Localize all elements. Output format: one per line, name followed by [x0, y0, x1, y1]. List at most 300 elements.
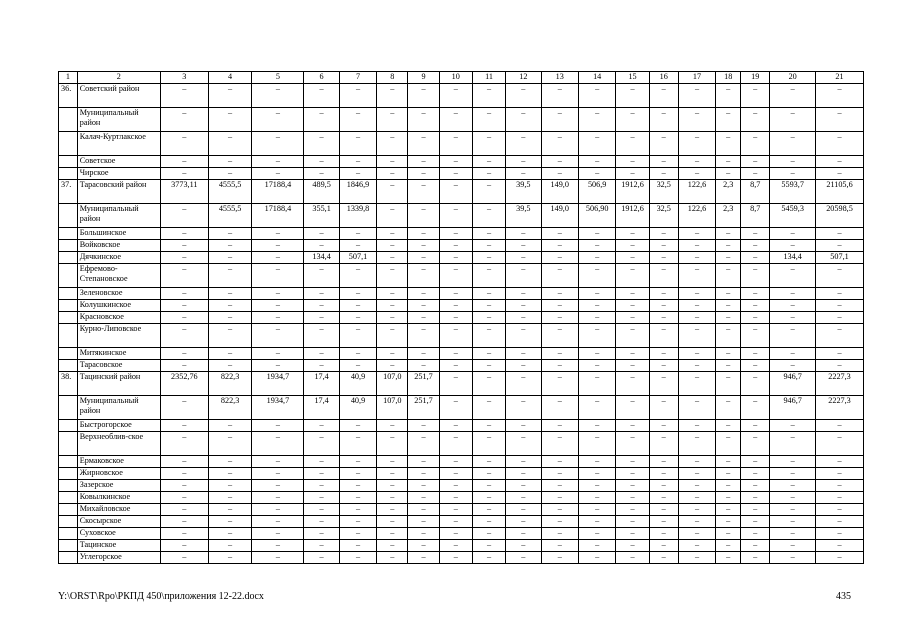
value-cell: –: [649, 312, 678, 324]
value-cell: –: [377, 492, 408, 504]
value-cell: –: [252, 156, 304, 168]
value-cell: –: [770, 360, 816, 372]
value-cell: –: [741, 540, 770, 552]
value-cell: –: [472, 252, 505, 264]
table-row: [59, 132, 864, 156]
value-cell: –: [816, 516, 864, 528]
value-cell: –: [408, 528, 439, 540]
value-cell: 946,7: [770, 372, 816, 396]
table-row: [59, 396, 864, 420]
value-cell: –: [408, 516, 439, 528]
value-cell: –: [377, 432, 408, 456]
value-cell: –: [741, 468, 770, 480]
value-cell: –: [339, 504, 376, 516]
data-table: [58, 71, 864, 564]
value-cell: –: [439, 132, 472, 156]
value-cell: –: [408, 84, 439, 108]
value-cell: –: [208, 360, 252, 372]
value-cell: –: [578, 288, 615, 300]
value-cell: 2,3: [716, 180, 741, 204]
value-cell: –: [408, 228, 439, 240]
value-cell: –: [408, 240, 439, 252]
value-cell: –: [716, 552, 741, 564]
row-name-cell: Ефремово-Степановское: [77, 264, 160, 288]
value-cell: –: [377, 180, 408, 204]
value-cell: –: [304, 540, 339, 552]
table-row: [59, 180, 864, 204]
value-cell: –: [770, 288, 816, 300]
value-cell: –: [408, 552, 439, 564]
value-cell: –: [408, 456, 439, 468]
value-cell: –: [472, 156, 505, 168]
value-cell: 251,7: [408, 372, 439, 396]
value-cell: –: [160, 492, 208, 504]
value-cell: 946,7: [770, 396, 816, 420]
row-name-cell: Советское: [77, 156, 160, 168]
value-cell: –: [339, 84, 376, 108]
value-cell: 107,0: [377, 372, 408, 396]
value-cell: –: [506, 168, 541, 180]
value-cell: –: [304, 552, 339, 564]
table-row: [59, 432, 864, 456]
value-cell: –: [741, 396, 770, 420]
value-cell: –: [541, 228, 578, 240]
table-body: [59, 84, 864, 564]
value-cell: –: [208, 432, 252, 456]
value-cell: –: [506, 420, 541, 432]
value-cell: –: [541, 504, 578, 516]
value-cell: –: [649, 156, 678, 168]
value-cell: –: [770, 108, 816, 132]
value-cell: –: [339, 456, 376, 468]
value-cell: –: [304, 432, 339, 456]
row-name-cell: Курно-Липовское: [77, 324, 160, 348]
table-row: [59, 168, 864, 180]
value-cell: –: [472, 228, 505, 240]
value-cell: –: [506, 240, 541, 252]
value-cell: –: [439, 156, 472, 168]
row-name-cell: Углегорское: [77, 552, 160, 564]
value-cell: –: [616, 108, 649, 132]
value-cell: –: [816, 468, 864, 480]
value-cell: –: [304, 456, 339, 468]
value-cell: –: [678, 420, 715, 432]
value-cell: 40,9: [339, 396, 376, 420]
value-cell: –: [649, 168, 678, 180]
row-number-cell: [59, 456, 78, 468]
value-cell: –: [339, 552, 376, 564]
value-cell: –: [160, 432, 208, 456]
row-name-cell: Суховское: [77, 528, 160, 540]
value-cell: –: [541, 420, 578, 432]
value-cell: –: [506, 516, 541, 528]
value-cell: –: [506, 468, 541, 480]
value-cell: 122,6: [678, 180, 715, 204]
value-cell: –: [578, 528, 615, 540]
column-number-cell: 3: [160, 72, 208, 84]
value-cell: –: [541, 528, 578, 540]
value-cell: –: [472, 240, 505, 252]
value-cell: –: [816, 108, 864, 132]
value-cell: 32,5: [649, 204, 678, 228]
value-cell: 5593,7: [770, 180, 816, 204]
table-row: [59, 156, 864, 168]
value-cell: –: [578, 480, 615, 492]
value-cell: –: [439, 432, 472, 456]
value-cell: 20598,5: [816, 204, 864, 228]
value-cell: –: [678, 504, 715, 516]
value-cell: –: [678, 468, 715, 480]
value-cell: –: [408, 468, 439, 480]
value-cell: –: [578, 84, 615, 108]
value-cell: –: [716, 360, 741, 372]
value-cell: –: [741, 312, 770, 324]
value-cell: –: [304, 420, 339, 432]
value-cell: –: [252, 264, 304, 288]
value-cell: –: [541, 396, 578, 420]
value-cell: –: [304, 348, 339, 360]
value-cell: –: [160, 504, 208, 516]
value-cell: –: [716, 396, 741, 420]
value-cell: –: [439, 312, 472, 324]
value-cell: 1339,8: [339, 204, 376, 228]
value-cell: –: [339, 168, 376, 180]
value-cell: –: [472, 168, 505, 180]
value-cell: –: [439, 288, 472, 300]
value-cell: –: [770, 420, 816, 432]
value-cell: –: [304, 84, 339, 108]
value-cell: 1934,7: [252, 372, 304, 396]
value-cell: –: [816, 84, 864, 108]
value-cell: –: [377, 480, 408, 492]
table-row: [59, 492, 864, 504]
value-cell: –: [160, 324, 208, 348]
row-number-cell: [59, 420, 78, 432]
value-cell: –: [770, 480, 816, 492]
value-cell: –: [439, 108, 472, 132]
row-number-cell: [59, 156, 78, 168]
column-number-cell: 11: [472, 72, 505, 84]
value-cell: –: [304, 324, 339, 348]
value-cell: –: [472, 540, 505, 552]
row-number-cell: [59, 504, 78, 516]
value-cell: –: [678, 108, 715, 132]
row-number-cell: [59, 108, 78, 132]
value-cell: –: [160, 552, 208, 564]
value-cell: –: [304, 264, 339, 288]
value-cell: –: [439, 252, 472, 264]
value-cell: –: [506, 324, 541, 348]
value-cell: –: [741, 300, 770, 312]
value-cell: –: [208, 252, 252, 264]
column-number-cell: 12: [506, 72, 541, 84]
value-cell: 506,9: [578, 180, 615, 204]
value-cell: –: [716, 432, 741, 456]
value-cell: –: [252, 240, 304, 252]
value-cell: –: [578, 504, 615, 516]
value-cell: –: [741, 360, 770, 372]
value-cell: –: [472, 180, 505, 204]
value-cell: –: [741, 552, 770, 564]
value-cell: –: [741, 528, 770, 540]
value-cell: –: [678, 492, 715, 504]
table-row: [59, 324, 864, 348]
value-cell: –: [816, 312, 864, 324]
row-name-cell: Муниципальный район: [77, 108, 160, 132]
value-cell: –: [439, 84, 472, 108]
value-cell: –: [252, 228, 304, 240]
value-cell: –: [616, 540, 649, 552]
value-cell: –: [160, 240, 208, 252]
value-cell: –: [377, 84, 408, 108]
value-cell: –: [816, 264, 864, 288]
value-cell: –: [252, 132, 304, 156]
value-cell: –: [678, 528, 715, 540]
column-number-cell: 21: [816, 72, 864, 84]
value-cell: –: [541, 360, 578, 372]
value-cell: –: [816, 528, 864, 540]
value-cell: –: [741, 420, 770, 432]
value-cell: –: [770, 156, 816, 168]
value-cell: –: [472, 528, 505, 540]
value-cell: 1912,6: [616, 180, 649, 204]
value-cell: –: [439, 396, 472, 420]
value-cell: –: [616, 528, 649, 540]
value-cell: –: [439, 360, 472, 372]
row-number-cell: [59, 264, 78, 288]
table-row: [59, 240, 864, 252]
value-cell: –: [160, 168, 208, 180]
row-name-cell: Красновское: [77, 312, 160, 324]
value-cell: –: [616, 84, 649, 108]
value-cell: –: [472, 348, 505, 360]
value-cell: –: [304, 132, 339, 156]
value-cell: –: [578, 396, 615, 420]
value-cell: –: [160, 156, 208, 168]
value-cell: –: [472, 504, 505, 516]
value-cell: –: [472, 84, 505, 108]
value-cell: –: [770, 432, 816, 456]
value-cell: –: [678, 156, 715, 168]
value-cell: –: [541, 348, 578, 360]
value-cell: –: [816, 324, 864, 348]
value-cell: –: [208, 168, 252, 180]
value-cell: –: [578, 132, 615, 156]
value-cell: –: [472, 288, 505, 300]
value-cell: –: [578, 240, 615, 252]
value-cell: –: [439, 420, 472, 432]
value-cell: –: [578, 324, 615, 348]
value-cell: 32,5: [649, 180, 678, 204]
value-cell: –: [770, 300, 816, 312]
value-cell: –: [208, 84, 252, 108]
value-cell: –: [377, 108, 408, 132]
column-number-cell: 10: [439, 72, 472, 84]
value-cell: –: [541, 372, 578, 396]
value-cell: 507,1: [339, 252, 376, 264]
value-cell: –: [377, 168, 408, 180]
value-cell: –: [377, 348, 408, 360]
value-cell: 2,3: [716, 204, 741, 228]
value-cell: –: [578, 300, 615, 312]
value-cell: –: [649, 492, 678, 504]
value-cell: –: [616, 132, 649, 156]
value-cell: –: [472, 420, 505, 432]
value-cell: –: [304, 300, 339, 312]
table-row: [59, 504, 864, 516]
value-cell: –: [541, 108, 578, 132]
row-number-cell: [59, 300, 78, 312]
row-name-cell: Большинское: [77, 228, 160, 240]
value-cell: –: [339, 264, 376, 288]
value-cell: –: [541, 252, 578, 264]
value-cell: 506,90: [578, 204, 615, 228]
value-cell: 1934,7: [252, 396, 304, 420]
value-cell: –: [439, 456, 472, 468]
value-cell: –: [770, 456, 816, 468]
value-cell: –: [377, 420, 408, 432]
value-cell: –: [408, 288, 439, 300]
row-number-cell: [59, 168, 78, 180]
value-cell: 251,7: [408, 396, 439, 420]
value-cell: –: [541, 132, 578, 156]
value-cell: –: [439, 516, 472, 528]
value-cell: –: [616, 240, 649, 252]
value-cell: 149,0: [541, 204, 578, 228]
value-cell: –: [339, 312, 376, 324]
column-number-cell: 14: [578, 72, 615, 84]
value-cell: –: [377, 300, 408, 312]
value-cell: –: [506, 504, 541, 516]
value-cell: –: [304, 492, 339, 504]
value-cell: –: [541, 492, 578, 504]
value-cell: –: [770, 312, 816, 324]
column-number-cell: 19: [741, 72, 770, 84]
value-cell: –: [377, 360, 408, 372]
value-cell: –: [439, 540, 472, 552]
value-cell: –: [816, 156, 864, 168]
value-cell: –: [252, 300, 304, 312]
value-cell: 507,1: [816, 252, 864, 264]
value-cell: –: [160, 288, 208, 300]
value-cell: –: [160, 228, 208, 240]
value-cell: –: [252, 288, 304, 300]
value-cell: –: [541, 240, 578, 252]
value-cell: –: [408, 204, 439, 228]
value-cell: –: [649, 288, 678, 300]
value-cell: –: [160, 540, 208, 552]
value-cell: –: [716, 228, 741, 240]
value-cell: –: [716, 156, 741, 168]
value-cell: –: [439, 168, 472, 180]
value-cell: 17188,4: [252, 180, 304, 204]
value-cell: –: [252, 348, 304, 360]
value-cell: –: [716, 132, 741, 156]
value-cell: –: [678, 360, 715, 372]
table-row: [59, 300, 864, 312]
value-cell: –: [616, 456, 649, 468]
value-cell: –: [472, 492, 505, 504]
value-cell: –: [472, 468, 505, 480]
value-cell: –: [339, 420, 376, 432]
value-cell: –: [208, 288, 252, 300]
table-row: [59, 540, 864, 552]
value-cell: –: [339, 360, 376, 372]
value-cell: –: [377, 552, 408, 564]
value-cell: –: [649, 240, 678, 252]
value-cell: –: [816, 228, 864, 240]
value-cell: –: [208, 540, 252, 552]
value-cell: –: [649, 84, 678, 108]
row-number-cell: [59, 396, 78, 420]
table-row: [59, 228, 864, 240]
value-cell: –: [472, 552, 505, 564]
value-cell: –: [541, 540, 578, 552]
row-name-cell: Тарасовское: [77, 360, 160, 372]
value-cell: –: [408, 420, 439, 432]
value-cell: –: [678, 240, 715, 252]
value-cell: –: [208, 348, 252, 360]
value-cell: –: [339, 480, 376, 492]
row-number-cell: 36.: [59, 84, 78, 108]
value-cell: 8,7: [741, 204, 770, 228]
value-cell: –: [616, 264, 649, 288]
value-cell: 355,1: [304, 204, 339, 228]
value-cell: 40,9: [339, 372, 376, 396]
value-cell: –: [649, 456, 678, 468]
value-cell: –: [160, 516, 208, 528]
value-cell: –: [716, 324, 741, 348]
value-cell: –: [716, 468, 741, 480]
value-cell: –: [541, 456, 578, 468]
value-cell: –: [816, 240, 864, 252]
value-cell: –: [649, 108, 678, 132]
value-cell: –: [472, 456, 505, 468]
value-cell: –: [770, 132, 816, 156]
row-name-cell: Быстрогорское: [77, 420, 160, 432]
value-cell: –: [716, 528, 741, 540]
value-cell: –: [339, 540, 376, 552]
value-cell: –: [506, 528, 541, 540]
value-cell: –: [208, 264, 252, 288]
value-cell: –: [541, 468, 578, 480]
row-number-cell: [59, 468, 78, 480]
row-name-cell: Калач-Куртлакское: [77, 132, 160, 156]
row-name-cell: Жирновское: [77, 468, 160, 480]
column-number-cell: 4: [208, 72, 252, 84]
value-cell: –: [304, 360, 339, 372]
value-cell: –: [377, 528, 408, 540]
value-cell: –: [770, 84, 816, 108]
value-cell: –: [339, 468, 376, 480]
row-name-cell: Верхнеоблив-ское: [77, 432, 160, 456]
value-cell: 122,6: [678, 204, 715, 228]
value-cell: –: [408, 264, 439, 288]
row-number-cell: [59, 528, 78, 540]
value-cell: –: [741, 324, 770, 348]
value-cell: –: [649, 504, 678, 516]
value-cell: –: [678, 132, 715, 156]
value-cell: –: [208, 480, 252, 492]
value-cell: 17,4: [304, 372, 339, 396]
value-cell: –: [472, 372, 505, 396]
table-row: [59, 528, 864, 540]
value-cell: –: [741, 456, 770, 468]
value-cell: –: [616, 492, 649, 504]
value-cell: –: [741, 288, 770, 300]
value-cell: –: [160, 252, 208, 264]
table-row: [59, 348, 864, 360]
